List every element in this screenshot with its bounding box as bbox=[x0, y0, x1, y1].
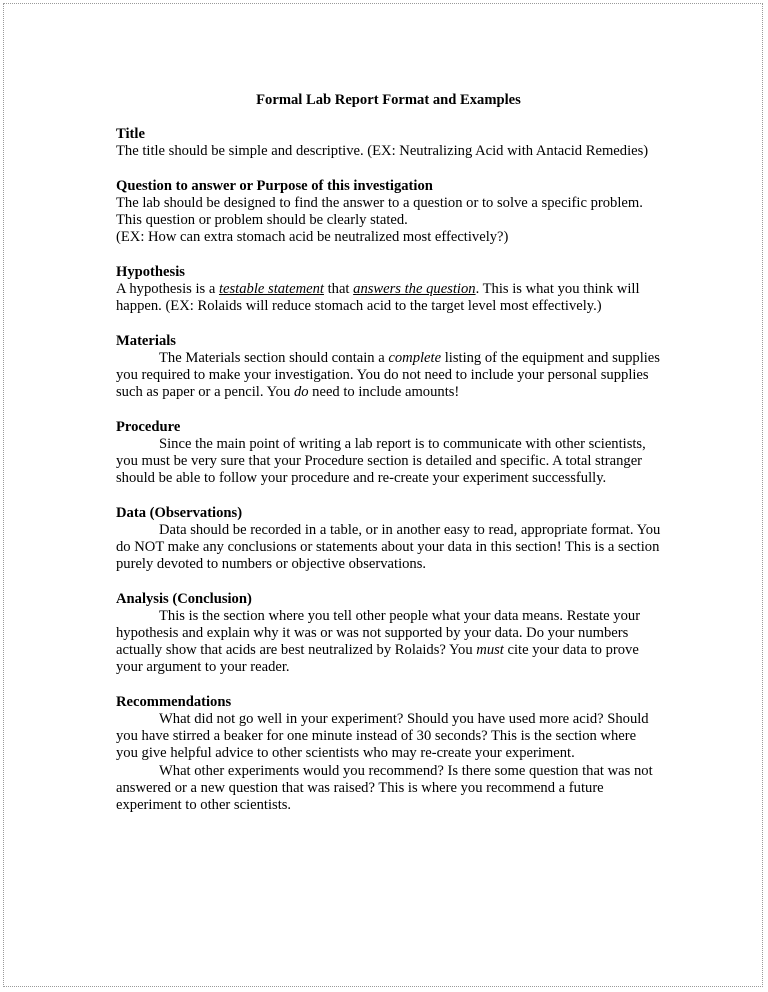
text-run: A hypothesis is a bbox=[116, 281, 219, 297]
document-page bbox=[116, 92, 661, 831]
section-question bbox=[116, 178, 661, 247]
emphasis-must: must bbox=[476, 642, 504, 659]
emphasis-testable-statement: testable statement bbox=[218, 281, 324, 297]
section-body: What did not go well in your experiment? Should you have used more acid? Should you have stirred a beaker for one minute instead of 30 seconds? This is the section where you give helpful advice to other scientists who may re-create your experiment. bbox=[116, 711, 649, 762]
section-body: The title should be simple and descriptive. (EX: Neutralizing Acid with Antacid Remedies) bbox=[116, 143, 649, 160]
section-body: Data should be recorded in a table, or in another easy to read, appropriate format. You do NOT make any conclusions or statements about your data in this section! This is a section purely devoted to numbers or objective observations. bbox=[116, 521, 661, 573]
section-heading: Materials bbox=[116, 332, 176, 349]
text-run: . This is what you think will happen. (EX: Rolaids will reduce stomach acid to the target level most effectively.) bbox=[116, 281, 640, 315]
section-heading: Procedure bbox=[116, 418, 181, 435]
section-body bbox=[116, 281, 661, 315]
section-heading: Data (Observations) bbox=[116, 504, 243, 521]
section-materials bbox=[116, 333, 661, 402]
text-run: that bbox=[323, 281, 354, 297]
section-title bbox=[116, 126, 661, 160]
section-procedure bbox=[116, 419, 661, 488]
section-body: The lab should be designed to find the answer to a question or to solve a specific problem. This question or problem should be clearly stated. bbox=[116, 195, 643, 229]
section-heading: Title bbox=[116, 126, 145, 143]
section-heading: Analysis (Conclusion) bbox=[116, 590, 252, 607]
section-heading: Question to answer or Purpose of this investigation bbox=[116, 177, 433, 194]
section-recommendations bbox=[116, 694, 661, 814]
section-body bbox=[116, 608, 661, 677]
text-run: The Materials section should contain a bbox=[159, 349, 389, 366]
text-run: This is the section where you tell other people what your data means. Restate your hypothesis and explain why it was or was not supported by your data. Do your numbers actually show that acids are best neutralized by Rolaids? You bbox=[116, 607, 641, 659]
section-heading: Hypothesis bbox=[116, 263, 185, 280]
text-run: cite your data to prove your argument to your reader. bbox=[116, 642, 639, 676]
section-analysis bbox=[116, 591, 661, 677]
section-example: (EX: How can extra stomach acid be neutralized most effectively?) bbox=[116, 229, 509, 246]
text-run: need to include amounts! bbox=[308, 384, 460, 401]
section-body: What other experiments would you recommend? Is there some question that was not answered or a new question that was raised? This is where you recommend a future experiment to other scientists. bbox=[116, 762, 653, 814]
section-hypothesis bbox=[116, 264, 661, 316]
emphasis-answers-the-question: answers the question bbox=[353, 281, 476, 297]
emphasis-complete: complete bbox=[388, 349, 442, 366]
text-run: listing of the equipment and supplies you required to make your investigation. You do not need to include your personal supplies such as paper or a pencil. You bbox=[116, 349, 660, 401]
section-heading: Recommendations bbox=[116, 693, 232, 710]
section-data bbox=[116, 505, 661, 574]
emphasis-do: do bbox=[293, 384, 309, 401]
document-title: Formal Lab Report Format and Examples bbox=[256, 92, 521, 108]
section-body bbox=[116, 350, 661, 402]
section-body: Since the main point of writing a lab report is to communicate with other scientists, you must be very sure that your Procedure section is detailed and specific. A total stranger should be able to follow your procedure and re-create your experiment successfully. bbox=[116, 435, 646, 487]
